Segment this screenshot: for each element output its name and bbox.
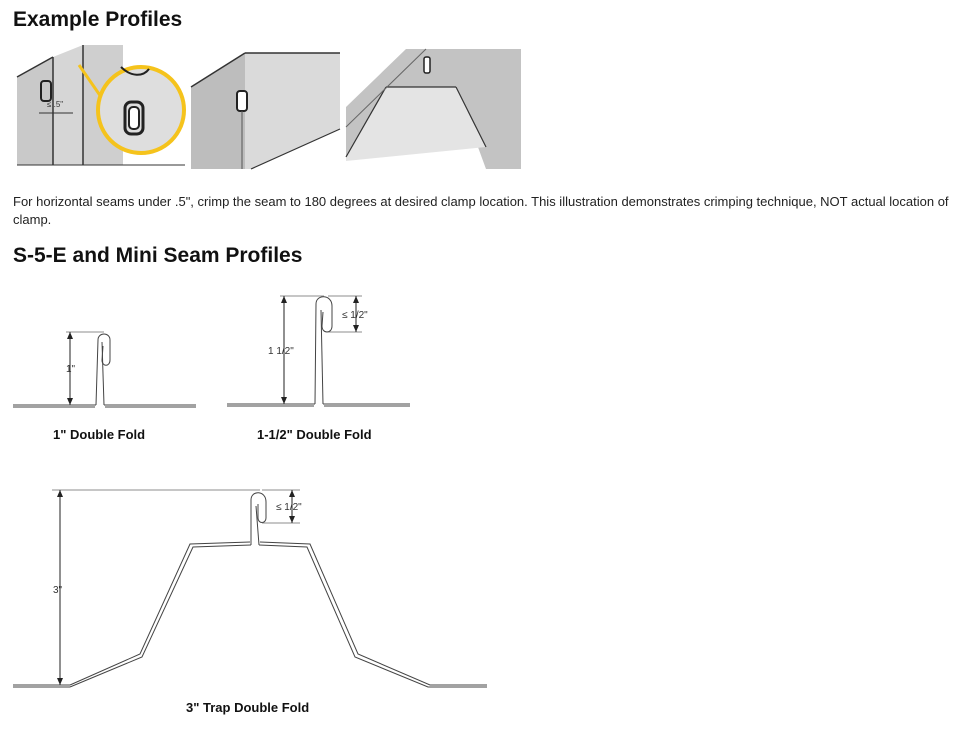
caption-1-5in-double-fold: 1-1/2" Double Fold [257,427,372,442]
heading-example-profiles: Example Profiles [13,8,183,31]
photo-note: ≤ .5" [47,100,64,109]
height-label-1in: 1" [66,364,76,375]
diagram-1in-double-fold [0,320,200,415]
illustration-trap-panel [346,47,521,169]
seam-label-3in: ≤ 1/2" [276,502,302,513]
caption-3in-trap-double-fold: 3" Trap Double Fold [186,700,310,715]
magnifier-circle [98,67,184,153]
diagram-3in-trap-double-fold [0,482,500,692]
seam-label-1-5in: ≤ 1/2" [342,310,368,321]
diagram-1-5in-double-fold [220,290,420,415]
caption-1in-double-fold: 1" Double Fold [53,427,146,442]
crimp-instructions: For horizontal seams under .5", crimp the seam to 180 degrees at desired clamp location. This illustration demonstrates crimping technique, NOT actual location of clamp. [13,194,949,227]
height-label-1-5in: 1 1/2" [268,346,294,357]
height-label-3in: 3" [53,585,63,596]
illustration-panel-seam [191,47,340,169]
heading-s5e-profiles: S-5-E and Mini Seam Profiles [13,244,303,267]
illustration-seam-closeup [13,47,185,169]
